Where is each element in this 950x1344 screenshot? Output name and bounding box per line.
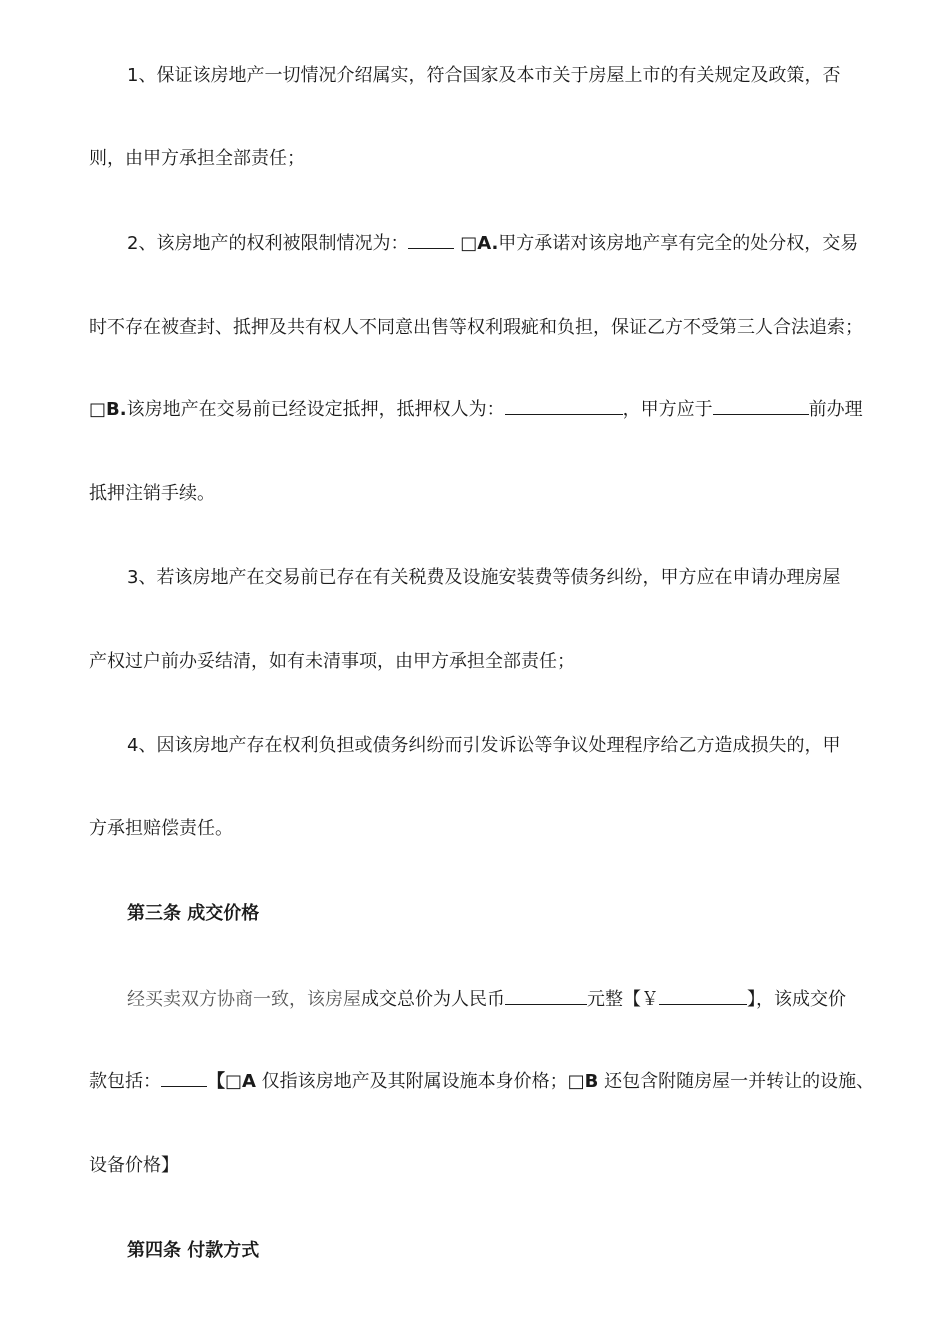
deadline-blank[interactable] bbox=[713, 398, 809, 415]
clause-2-prefix: 2、该房地产的权利被限制情况为： bbox=[127, 233, 409, 254]
price-option-a-text: 仅指该房地产及其附属设施本身价格； bbox=[255, 1071, 568, 1092]
price-number-blank[interactable] bbox=[659, 988, 747, 1005]
article-3-heading: 第三条 成交价格 bbox=[127, 903, 260, 924]
option-a-text: 甲方承诺对该房地产享有完全的处分权，交易 bbox=[498, 233, 859, 254]
clause-4-line-2: 方承担赔偿责任。 bbox=[89, 818, 233, 839]
clause-2-line-1 bbox=[127, 232, 907, 256]
clause-4-line-1: 4、因该房地产存在权利负担或债务纠纷而引发诉讼等争议处理程序给乙方造成损失的，甲 bbox=[127, 735, 841, 756]
mortgagee-blank[interactable] bbox=[505, 398, 623, 415]
option-b-text: 该房地产在交易前已经设定抵押，抵押权人为： bbox=[126, 399, 505, 420]
clause-3-line-2: 产权过户前办妥结清，如有未清事项，由甲方承担全部责任； bbox=[89, 651, 575, 672]
clause-3-line-1: 3、若该房地产在交易前已存在有关税费及设施安装费等债务纠纷，甲方应在申请办理房屋 bbox=[127, 567, 841, 588]
price-words-blank[interactable] bbox=[505, 988, 587, 1005]
clause-2-line-3 bbox=[89, 398, 909, 422]
clause-1-line-2: 则，由甲方承担全部责任； bbox=[89, 148, 305, 169]
price-includes-label: 款包括： bbox=[89, 1071, 161, 1092]
clause-2-line-4: 抵押注销手续。 bbox=[89, 483, 215, 504]
article-3-line-2 bbox=[89, 1070, 909, 1094]
option-b-checkbox[interactable]: □B. bbox=[89, 399, 127, 420]
price-includes-blank[interactable] bbox=[161, 1070, 207, 1087]
option-b-text-2: ，甲方应于 bbox=[622, 399, 713, 420]
article-3-text-2: 元整【￥ bbox=[587, 989, 659, 1010]
article-3-text-1: 成交总价为人民币 bbox=[361, 989, 505, 1010]
clause-2-line-2: 时不存在被查封、抵押及共有权人不同意出售等权利瑕疵和负担，保证乙方不受第三人合法追索； bbox=[89, 317, 863, 338]
article-3-text-3: 】，该成交价 bbox=[747, 989, 846, 1010]
article-4-heading: 第四条 付款方式 bbox=[127, 1240, 260, 1261]
option-b-text-3: 前办理 bbox=[808, 399, 863, 420]
article-3-intro: 经买卖双方协商一致，该房屋 bbox=[127, 989, 361, 1010]
option-a-checkbox[interactable]: □A. bbox=[460, 233, 499, 254]
clause-1-line-1: 1、保证该房地产一切情况介绍属实，符合国家及本市关于房屋上市的有关规定及政策，否 bbox=[127, 65, 841, 86]
price-option-b-checkbox[interactable]: □B bbox=[567, 1071, 599, 1092]
bracket-open: 【 bbox=[207, 1071, 225, 1092]
price-option-b-text: 还包含附随房屋一并转让的设施、 bbox=[598, 1071, 875, 1092]
article-3-line-1 bbox=[127, 988, 907, 1012]
article-3-line-3: 设备价格】 bbox=[89, 1155, 179, 1176]
price-option-a-checkbox[interactable]: □A bbox=[225, 1071, 256, 1092]
restriction-blank[interactable] bbox=[408, 232, 454, 249]
